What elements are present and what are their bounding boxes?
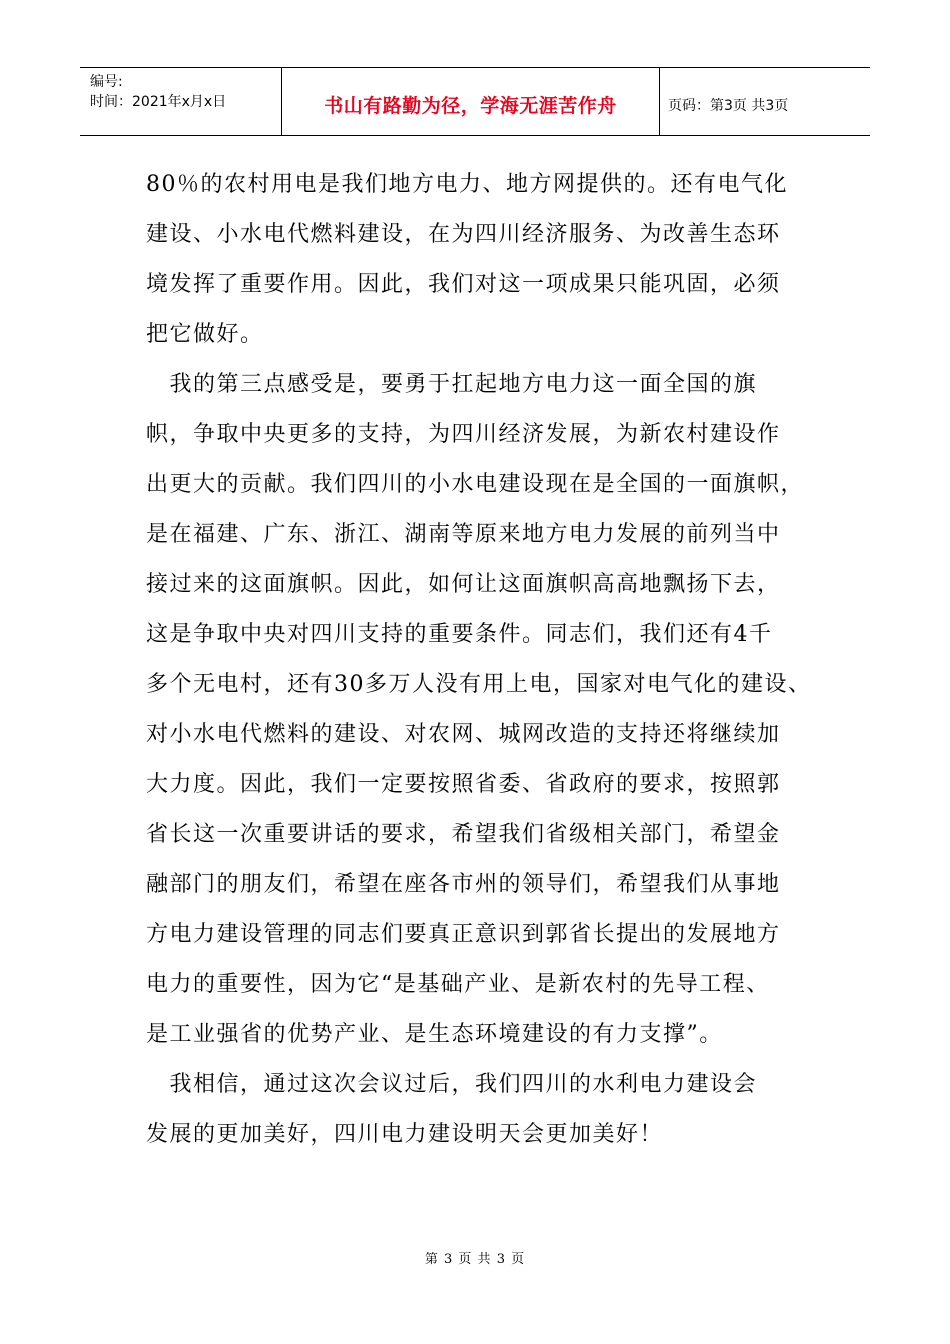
header-page-cell	[660, 68, 870, 135]
header-motto-cell	[282, 68, 660, 135]
document-time-label: 时间：2021年x月x日	[90, 94, 227, 110]
text-line: 建设、小水电代燃料建设，在为四川经济服务、为改善生态环	[146, 222, 781, 247]
text-line: 这是争取中央对四川支持的重要条件。同志们，我们还有4千	[146, 622, 773, 647]
header-meta-cell	[80, 68, 282, 135]
text-line: 是在福建、广东、浙江、湖南等原来地方电力发展的前列当中	[146, 522, 781, 547]
text-line: 境发挥了重要作用。因此，我们对这一项成果只能巩固，必须	[146, 272, 781, 297]
text-line: 对小水电代燃料的建设、对农网、城网改造的支持还将继续加	[146, 722, 781, 747]
text-line: 出更大的贡献。我们四川的小水电建设现在是全国的一面旗帜，	[146, 472, 805, 497]
paragraph-1	[146, 160, 806, 360]
text-line: 帜，争取中央更多的支持，为四川经济发展，为新农村建设作	[146, 422, 781, 447]
document-number-label: 编号:	[90, 74, 123, 90]
text-line: 省长这一次重要讲话的要求，希望我们省级相关部门，希望金	[146, 822, 781, 847]
text-line: 接过来的这面旗帜。因此，如何让这面旗帜高高地飘扬下去，	[146, 572, 781, 597]
text-line: 把它做好。	[146, 322, 264, 347]
text-line: 多个无电村，还有30多万人没有用上电，国家对电气化的建设、	[146, 672, 812, 697]
page-header	[80, 67, 870, 136]
text-line: 方电力建设管理的同志们要真正意识到郭省长提出的发展地方	[146, 922, 781, 947]
text-line: 发展的更加美好，四川电力建设明天会更加美好！	[146, 1122, 664, 1147]
text-line: 是工业强省的优势产业、是生态环境建设的有力支撑”。	[146, 1022, 723, 1047]
text-line: 电力的重要性，因为它“是基础产业、是新农村的先导工程、	[146, 972, 770, 997]
header-motto: 书山有路勤为径，学海无涯苦作舟	[324, 95, 617, 117]
text-line: 我相信，通过这次会议过后，我们四川的水利电力建设会	[146, 1072, 758, 1097]
paragraph-3	[146, 1060, 806, 1160]
text-line: 80％的农村用电是我们地方电力、地方网提供的。还有电气化	[146, 172, 788, 197]
document-body	[146, 160, 812, 1160]
header-page-info: 页码：第3页 共3页	[668, 97, 789, 114]
paragraph-2	[146, 360, 812, 1060]
text-line: 融部门的朋友们，希望在座各市州的领导们，希望我们从事地	[146, 872, 781, 897]
text-line: 大力度。因此，我们一定要按照省委、省政府的要求，按照郭	[146, 772, 781, 797]
text-line: 我的第三点感受是，要勇于扛起地方电力这一面全国的旗	[146, 372, 758, 397]
page-footer: 第 3 页 共 3 页	[424, 1252, 526, 1267]
